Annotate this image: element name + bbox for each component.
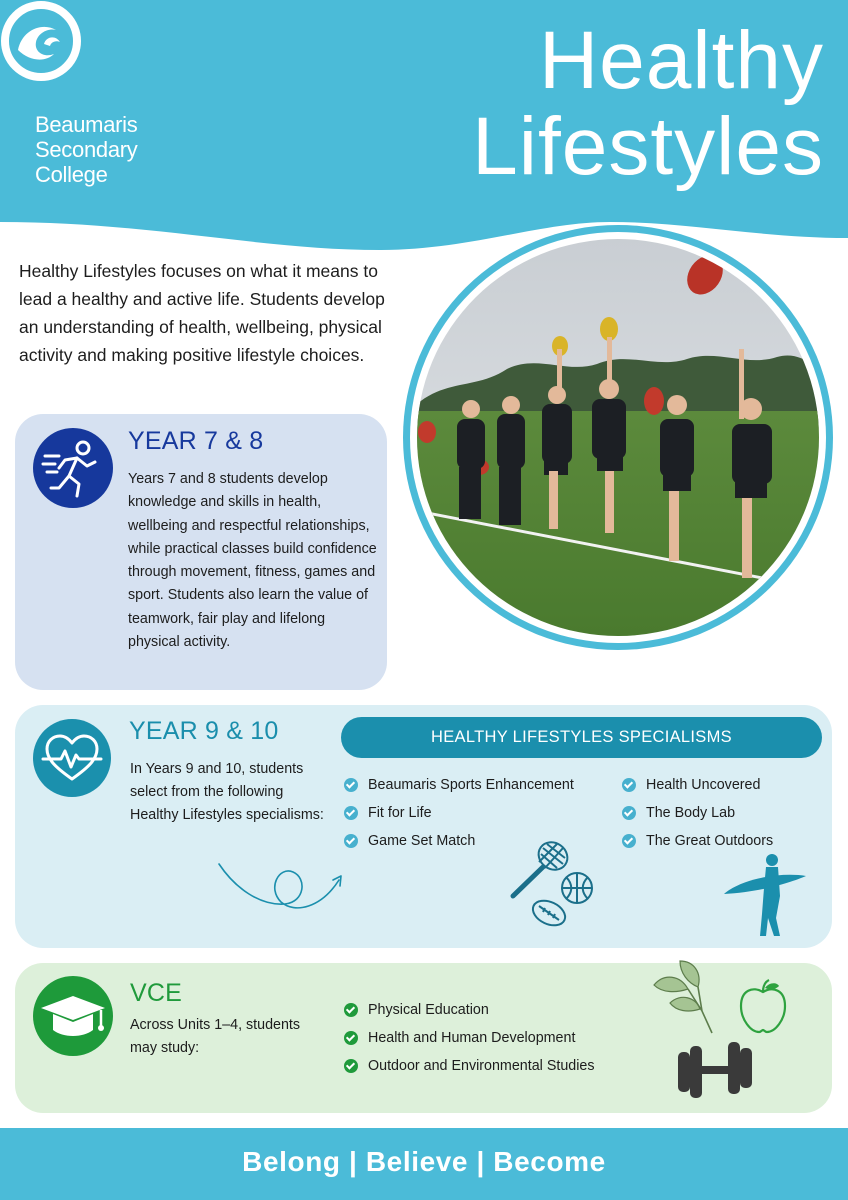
check-icon [344, 1031, 358, 1045]
graduation-cap-icon [33, 976, 113, 1056]
list-item [622, 771, 773, 799]
check-icon [344, 834, 358, 848]
intro-paragraph: Healthy Lifestyles focuses on what it means to lead a healthy and active life. Students develop an understanding of health, wellbeing, physical activity and making positive lifestyle choices. [19, 261, 385, 365]
sports-equipment-icon [505, 840, 597, 932]
vce-body: Across Units 1–4, students may study: [130, 1017, 301, 1056]
wave-logo-icon [0, 0, 82, 82]
subject-label: Health and Human Development [368, 1030, 576, 1046]
year-7-8-body: Years 7 and 8 students develop knowledge and skills in health, wellbeing and respectful relationships, while practical classes build confidence through movement, fitness, games and sport. Students also learn the value of teamwork, fair play and lifelong physical activity. [128, 471, 377, 651]
check-icon [344, 806, 358, 820]
specialism-label: Fit for Life [368, 805, 432, 821]
specialisms-list-right [622, 771, 773, 855]
specialism-label: The Great Outdoors [646, 833, 774, 849]
year-9-10-body: In Years 9 and 10, students select from the following Healthy Lifestyles specialisms: [130, 761, 324, 823]
list-item [344, 771, 574, 799]
specialism-label: Health Uncovered [646, 777, 761, 793]
vce-heading: VCE [130, 979, 183, 1007]
heart-pulse-icon [33, 719, 111, 797]
vce-subjects-list [344, 996, 595, 1080]
runner-icon [33, 428, 113, 508]
check-icon [344, 1059, 358, 1073]
specialism-label: The Body Lab [646, 805, 736, 821]
school-name [35, 112, 137, 187]
subject-label: Outdoor and Environmental Studies [368, 1058, 595, 1074]
curly-arrow-icon [215, 858, 350, 920]
list-item [344, 799, 574, 827]
specialism-label: Beaumaris Sports Enhancement [368, 777, 574, 793]
school-name-line: College [35, 162, 108, 187]
list-item [344, 996, 595, 1024]
year-7-8-heading: YEAR 7 & 8 [128, 427, 264, 455]
surfer-icon [722, 848, 810, 940]
leaves-icon [650, 955, 720, 1035]
page-title-line: Healthy [538, 15, 824, 106]
subject-label: Physical Education [368, 1002, 489, 1018]
students-photo [417, 239, 819, 636]
check-icon [622, 834, 636, 848]
specialism-label: Game Set Match [368, 833, 476, 849]
list-item [344, 1052, 595, 1080]
school-name-line: Secondary [35, 137, 138, 162]
list-item [622, 799, 773, 827]
dumbbell-icon [670, 1040, 760, 1100]
check-icon [344, 778, 358, 792]
list-item [344, 1024, 595, 1052]
page-title-line: Lifestyles [472, 101, 824, 192]
header-banner [0, 0, 848, 260]
year-9-10-heading: YEAR 9 & 10 [129, 717, 279, 745]
apple-icon [735, 978, 791, 1036]
check-icon [622, 806, 636, 820]
check-icon [622, 778, 636, 792]
page-title [472, 15, 824, 192]
specialisms-title-bar: HEALTHY LIFESTYLES SPECIALISMS [341, 717, 822, 758]
footer-motto: Belong | Believe | Become [0, 1128, 848, 1200]
school-name-line: Beaumaris [35, 112, 138, 137]
check-icon [344, 1003, 358, 1017]
